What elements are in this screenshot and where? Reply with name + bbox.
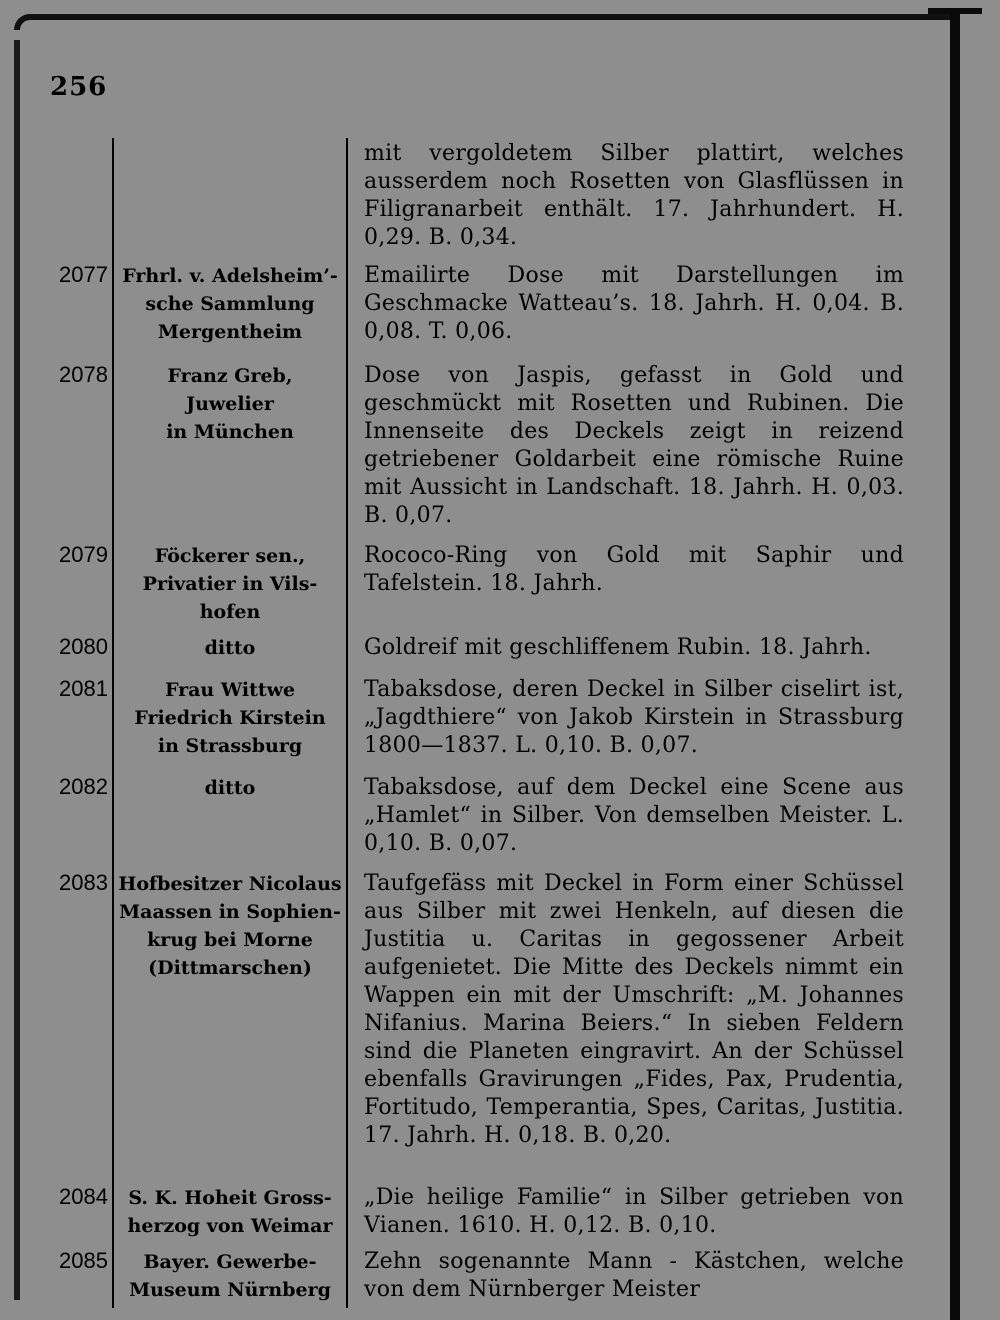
entry-number: 2081 [59, 676, 108, 701]
entry-description: Tabaksdose, deren Deckel in Silber ciselirt ist, „Jagdthiere“ von Jakob Kirstein in Strassburg 1800—1837. L. 0,10. B. 0,07. [364, 677, 904, 758]
page-number: 256 [50, 72, 108, 102]
entry-lender: Hofbesitzer Nicolaus Maassen in Sophien- krug bei Morne (Dittmarschen) [118, 873, 342, 979]
entry-description: Goldreif mit geschliffenem Rubin. 18. Jahrh. [364, 635, 872, 660]
entry-number: 2078 [59, 362, 108, 387]
column-rule-right [346, 138, 348, 1308]
scan-edge-top [14, 14, 950, 30]
entry-lender: Föckerer sen., Privatier in Vils- hofen [142, 545, 318, 623]
scan-edge-left [14, 40, 20, 1300]
entry-description: Zehn sogenannte Mann - Kästchen, welche von dem Nürnberger Meister [364, 1249, 904, 1302]
continued-description: mit vergoldetem Silber plattirt, welches ausserdem noch Rosetten von Glasflüssen in Filigranarbeit enthält. 17. Jahrhundert. H. 0,29. B. 0,34. [364, 141, 904, 250]
entry-description: Emailirte Dose mit Darstellungen im Geschmacke Watteau’s. 18. Jahrh. H. 0,04. B. 0,08. T. 0,06. [364, 263, 904, 344]
entry-lender: ditto [204, 637, 256, 659]
entry-number: 2079 [59, 542, 108, 567]
entry-number: 2082 [59, 774, 108, 799]
column-rule-left [112, 138, 114, 1308]
entry-number: 2077 [59, 262, 108, 287]
entry-lender: Frhrl. v. Adelsheim’- sche Sammlung Mergentheim [122, 265, 338, 343]
entry-lender: S. K. Hoheit Gross- herzog von Weimar [127, 1187, 333, 1237]
entry-lender: Bayer. Gewerbe- Museum Nürnberg [129, 1251, 331, 1301]
entry-lender: Franz Greb, Juwelier in München [166, 365, 294, 443]
entry-lender: ditto [204, 777, 256, 799]
entry-number: 2084 [59, 1184, 108, 1209]
entry-description: „Die heilige Familie“ in Silber getrieben von Vianen. 1610. H. 0,12. B. 0,10. [364, 1185, 904, 1238]
scan-edge-right [950, 12, 960, 1320]
entry-number: 2080 [59, 634, 108, 659]
entry-description: Tabaksdose, auf dem Deckel eine Scene aus „Hamlet“ in Silber. Von demselben Meister. L. 0,10. B. 0,07. [364, 775, 904, 856]
entry-lender: Frau Wittwe Friedrich Kirstein in Strassburg [134, 679, 326, 757]
entry-description: Taufgefäss mit Deckel in Form einer Schüssel aus Silber mit zwei Henkeln, auf diesen die Justitia u. Caritas in gegossener Arbeit aufgenietet. Die Mitte des Deckels nimmt ein Wappen ein mit der Umschrift: „M. Johannes Nifanius. Marina Beiers.“ In sieben Feldern sind die Planeten eingravirt. An der Schüssel ebenfalls Gravirungen „Fides, Pax, Prudentia, Fortitudo, Temperantia, Spes, Caritas, Justitia. 17. Jahrh. H. 0,18. B. 0,20. [364, 871, 904, 1148]
entry-description: Dose von Jaspis, gefasst in Gold und geschmückt mit Rosetten und Rubinen. Die Innenseite des Deckels zeigt in reizend getriebener Goldarbeit eine römische Ruine mit Aussicht in Landschaft. 18. Jahrh. H. 0,03. B. 0,07. [364, 363, 904, 528]
entry-number: 2083 [59, 870, 108, 895]
entry-number: 2085 [59, 1248, 108, 1273]
entry-description: Rococo-Ring von Gold mit Saphir und Tafelstein. 18. Jahrh. [364, 543, 904, 596]
